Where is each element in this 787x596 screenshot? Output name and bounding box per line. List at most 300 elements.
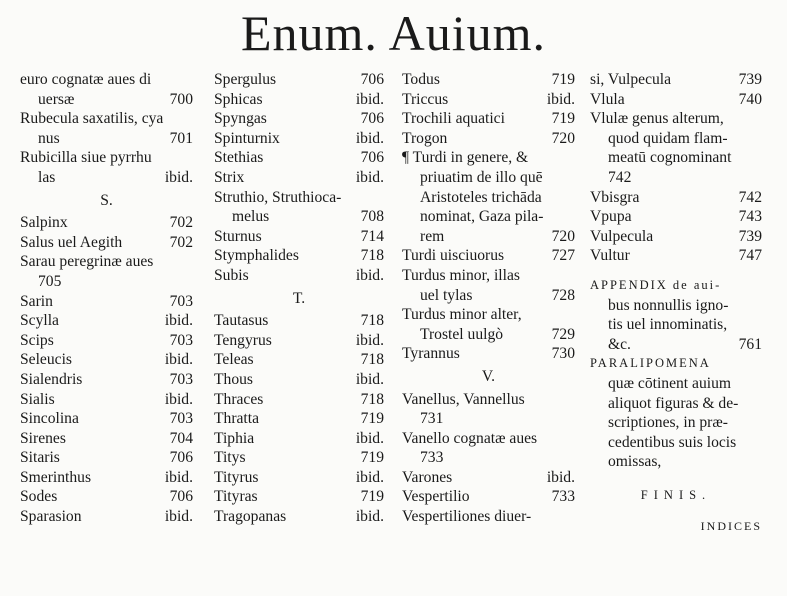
entry-line [402, 168, 575, 188]
page-reference: ibid. [546, 468, 575, 486]
page-reference: 703 [169, 292, 193, 310]
entry-line [590, 315, 762, 335]
entry-line [402, 507, 575, 527]
entry-line [402, 325, 575, 345]
entry-text: Strix [214, 168, 245, 186]
index-entry [590, 188, 762, 208]
entry-text: Salus uel Aegith [20, 233, 123, 251]
entry-line [214, 246, 384, 266]
page-reference: 733 [551, 488, 575, 506]
entry-line [402, 468, 575, 488]
entry-text: priuatim de illo quē [420, 168, 543, 186]
entry-text: Vanellus, Vannellus [402, 390, 525, 408]
entry-text: Vespertiliones diuer- [402, 508, 532, 526]
index-entry [214, 109, 384, 129]
entry-text: Thratta [214, 410, 260, 428]
index-entry [402, 148, 575, 246]
index-entry [402, 507, 575, 527]
page-reference: 742 [738, 188, 762, 206]
entry-text: Sodes [20, 488, 58, 506]
page-reference: 719 [360, 488, 384, 506]
entry-line [402, 266, 575, 286]
index-entry [402, 390, 575, 429]
index-entry [402, 468, 575, 488]
entry-text: Teleas [214, 351, 254, 369]
section-letter-heading: T. [292, 289, 306, 307]
spacer [590, 266, 762, 276]
page-reference: 743 [738, 208, 762, 226]
index-column-1 [20, 70, 193, 527]
entry-text: 705 [38, 272, 62, 290]
index-entry [590, 354, 762, 472]
section-letter-heading: V. [481, 367, 496, 385]
entry-text: uel tylas [420, 286, 473, 304]
entry-text: Tragopanas [214, 508, 287, 526]
page-reference: ibid. [355, 266, 384, 284]
index-entry [20, 311, 193, 331]
entry-text: Rubicilla siue pyrrhu [20, 149, 152, 167]
index-entry [20, 507, 193, 527]
entry-line [20, 109, 193, 129]
entry-line [20, 429, 193, 449]
entry-line [590, 148, 762, 168]
index-entry [214, 168, 384, 188]
page-reference: 718 [360, 351, 384, 369]
entry-text: PARALIPOMENA [590, 356, 711, 371]
entry-text: Rubecula saxatilis, cya [20, 110, 164, 128]
entry-text: meatū cognominant [608, 149, 732, 167]
page-reference: ibid. [355, 168, 384, 186]
entry-line [20, 90, 193, 110]
finis-mark: FINIS. [640, 487, 712, 502]
page-reference: 718 [360, 312, 384, 330]
entry-line [590, 276, 762, 296]
entry-line [402, 227, 575, 247]
entry-line [214, 188, 384, 208]
page-reference: 706 [360, 110, 384, 128]
entry-line [214, 129, 384, 149]
page-reference: 761 [738, 335, 762, 353]
index-entry [20, 233, 193, 253]
page-title: Enum. Auium. [240, 5, 547, 61]
index-entry [20, 109, 193, 148]
entry-text: Sturnus [214, 227, 262, 245]
entry-line [214, 409, 384, 429]
page-reference: 706 [169, 488, 193, 506]
index-entry [402, 487, 575, 507]
entry-text: Spyngas [214, 110, 267, 128]
entry-line [590, 413, 762, 433]
entry-text: Thraces [214, 390, 264, 408]
entry-line [590, 168, 762, 188]
index-entry [20, 350, 193, 370]
index-entry [590, 90, 762, 110]
entry-line [20, 252, 193, 272]
entry-line [402, 390, 575, 410]
page-reference: 701 [169, 129, 193, 147]
page-reference: 703 [169, 331, 193, 349]
entry-text: Struthio, Struthioca- [214, 188, 342, 206]
index-entry [20, 390, 193, 410]
entry-text: Sirenes [20, 429, 66, 447]
index-entry [20, 429, 193, 449]
entry-line [402, 246, 575, 266]
index-entry [20, 370, 193, 390]
entry-text: &c. [608, 335, 631, 353]
entry-line [214, 468, 384, 488]
entry-line [402, 188, 575, 208]
page-reference: ibid. [355, 331, 384, 349]
entry-line [214, 227, 384, 247]
page-reference: 719 [360, 449, 384, 467]
entry-text: Smerinthus [20, 468, 92, 486]
entry-line [20, 311, 193, 331]
entry-text: Varones [402, 468, 453, 486]
entry-line [20, 390, 193, 410]
page-reference: ibid. [164, 351, 193, 369]
entry-text: Tautasus [214, 312, 269, 330]
page-reference: 720 [551, 227, 575, 245]
entry-line [402, 90, 575, 110]
page-reference: ibid. [164, 390, 193, 408]
entry-text: 731 [420, 410, 444, 428]
page-reference: 719 [551, 71, 575, 88]
entry-line [590, 452, 762, 472]
entry-text: Trogon [402, 129, 448, 147]
entry-line [214, 429, 384, 449]
index-entry [214, 390, 384, 410]
entry-text: Vbisgra [590, 188, 640, 206]
page-reference: 719 [551, 110, 575, 128]
entry-text: Stymphalides [214, 247, 299, 265]
page-reference: 708 [360, 208, 384, 226]
entry-line [20, 148, 193, 168]
entry-line [214, 507, 384, 527]
index-entry [214, 468, 384, 488]
entry-text: Trostel uulgò [420, 325, 504, 343]
entry-text: APPENDIX de aui- [590, 277, 722, 292]
entry-line [20, 331, 193, 351]
entry-text: tis uel innominatis, [608, 316, 728, 334]
index-entry [214, 448, 384, 468]
entry-line [20, 448, 193, 468]
entry-line [402, 344, 575, 364]
index-entry [590, 109, 762, 187]
index-column-2 [214, 70, 384, 527]
index-entry [214, 70, 384, 90]
entry-text: Aristoteles trichāda [420, 188, 542, 206]
entry-text: Tityrus [214, 468, 259, 486]
index-entry [590, 246, 762, 266]
entry-line [20, 70, 193, 90]
page-reference: ibid. [355, 129, 384, 147]
index-entry [214, 188, 384, 227]
entry-text: nus [38, 129, 60, 147]
entry-line [590, 188, 762, 208]
entry-text: Vanello cognatæ aues [402, 429, 538, 447]
entry-text: Sialendris [20, 370, 83, 388]
entry-line [590, 296, 762, 316]
index-entry [402, 305, 575, 344]
index-entry [214, 129, 384, 149]
entry-text: Sincolina [20, 410, 79, 428]
entry-line [590, 433, 762, 453]
page-reference: 718 [360, 247, 384, 265]
page-reference: ibid. [355, 429, 384, 447]
index-entry [20, 70, 193, 109]
entry-text: quod quidam flam- [608, 129, 728, 147]
entry-text: Spinturnix [214, 129, 280, 147]
index-column-4 [590, 70, 762, 537]
entry-text: Vespertilio [402, 488, 470, 506]
index-entry [402, 266, 575, 305]
entry-text: Seleucis [20, 351, 72, 369]
index-entry [214, 90, 384, 110]
entry-line [402, 429, 575, 449]
entry-line [20, 129, 193, 149]
entry-line [402, 448, 575, 468]
entry-text: Turdi uisciuorus [402, 247, 505, 265]
section-letter-heading: S. [100, 191, 113, 209]
index-entry [20, 213, 193, 233]
entry-text: scriptiones, in præ- [608, 414, 728, 432]
entry-text: Todus [402, 71, 440, 88]
page-reference: ibid. [164, 508, 193, 526]
entry-line [214, 331, 384, 351]
entry-text: Sitaris [20, 449, 60, 467]
index-entry [214, 487, 384, 507]
index-entry [20, 331, 193, 351]
index-entry [402, 90, 575, 110]
index-entry [20, 468, 193, 488]
index-entry [20, 448, 193, 468]
index-entry [590, 227, 762, 247]
entry-line [20, 168, 193, 188]
page-reference: 703 [169, 410, 193, 428]
page-reference: ibid. [355, 468, 384, 486]
page-reference: 702 [169, 214, 193, 232]
page-reference: 747 [738, 247, 762, 265]
entry-line [402, 148, 575, 168]
entry-text: Sphicas [214, 90, 263, 108]
page-reference: 718 [360, 390, 384, 408]
page-reference: ibid. [164, 168, 193, 186]
entry-line [590, 90, 762, 110]
index-entry [214, 246, 384, 266]
index-entry [590, 276, 762, 354]
entry-line [214, 168, 384, 188]
page-reference: 706 [360, 149, 384, 167]
index-entry [402, 70, 575, 90]
index-entry [214, 148, 384, 168]
index-entry [214, 507, 384, 527]
entry-line [402, 109, 575, 129]
entry-line [214, 390, 384, 410]
page-reference: 739 [738, 227, 762, 245]
page-reference: ibid. [164, 468, 193, 486]
page-reference: 728 [551, 286, 575, 304]
entry-line [402, 487, 575, 507]
entry-line [20, 409, 193, 429]
page-reference: 719 [360, 410, 384, 428]
entry-line [214, 266, 384, 286]
entry-line [20, 370, 193, 390]
index-entry [590, 207, 762, 227]
entry-text: Triccus [402, 90, 449, 108]
index-entry [20, 487, 193, 507]
index-column-3 [402, 70, 575, 527]
entry-line [20, 213, 193, 233]
entry-line [214, 311, 384, 331]
index-entry [20, 148, 193, 187]
page-reference: 730 [551, 345, 575, 363]
page-reference: 700 [169, 90, 193, 108]
entry-line [590, 335, 762, 355]
page-reference: 702 [169, 233, 193, 251]
index-entry [20, 409, 193, 429]
index-entry [20, 292, 193, 312]
entry-text: Sarau peregrinæ aues [20, 253, 154, 271]
entry-line [20, 272, 193, 292]
entry-line [590, 129, 762, 149]
entry-text: si, Vulpecula [590, 71, 672, 88]
entry-line [402, 409, 575, 429]
entry-text: cedentibus suis locis [608, 433, 737, 451]
entry-text: 733 [420, 449, 444, 467]
entry-text: nominat, Gaza pila- [420, 208, 544, 226]
entry-line [20, 487, 193, 507]
entry-text: Vlulæ genus alterum, [590, 110, 724, 128]
index-entry [214, 370, 384, 390]
entry-text: aliquot figuras & de- [608, 394, 739, 412]
entry-text: uersæ [38, 90, 75, 108]
entry-line [402, 207, 575, 227]
index-entry [402, 246, 575, 266]
page-reference: 740 [738, 90, 762, 108]
page-reference: 727 [551, 247, 575, 265]
index-entry [590, 70, 762, 90]
entry-text: Trochili aquatici [402, 110, 505, 128]
index-entry [402, 109, 575, 129]
page-reference: 706 [360, 71, 384, 88]
catchword: INDICES [700, 519, 762, 534]
entry-line [214, 90, 384, 110]
page-reference: 706 [169, 449, 193, 467]
index-entry [402, 129, 575, 149]
entry-line [402, 305, 575, 325]
page-reference: ibid. [355, 90, 384, 108]
page-reference: 739 [738, 71, 762, 88]
page-reference: 703 [169, 370, 193, 388]
entry-text: melus [232, 208, 270, 226]
index-entry [20, 252, 193, 291]
entry-line [590, 227, 762, 247]
entry-line [214, 487, 384, 507]
entry-text: Vlula [590, 90, 625, 108]
page-reference: ibid. [355, 370, 384, 388]
page-reference: 714 [360, 227, 384, 245]
entry-line [214, 350, 384, 370]
entry-line [402, 286, 575, 306]
entry-text: Tengyrus [214, 331, 272, 349]
entry-text: Thous [214, 370, 253, 388]
entry-line [402, 129, 575, 149]
entry-text: Subis [214, 266, 249, 284]
entry-text: bus nonnullis igno- [608, 296, 729, 314]
page-reference: ibid. [164, 312, 193, 330]
entry-line [402, 70, 575, 90]
entry-line [20, 350, 193, 370]
entry-text: Spergulus [214, 71, 277, 88]
entry-text: Tiphia [214, 429, 255, 447]
entry-line [20, 292, 193, 312]
entry-text: Sparasion [20, 508, 82, 526]
entry-text: Vultur [590, 247, 630, 265]
page-reference: 704 [169, 429, 193, 447]
page-reference: ibid. [546, 90, 575, 108]
page-reference: ibid. [355, 508, 384, 526]
entry-text: omissas, [608, 453, 662, 471]
entry-line [214, 70, 384, 90]
entry-text: Stethias [214, 149, 264, 167]
entry-text: ¶ Turdi in genere, & [402, 149, 529, 167]
entry-line [590, 354, 762, 374]
page-reference: 720 [551, 129, 575, 147]
entry-text: Turdus minor alter, [402, 306, 522, 324]
entry-line [590, 207, 762, 227]
entry-text: 742 [608, 168, 632, 186]
entry-line [214, 370, 384, 390]
entry-line [214, 109, 384, 129]
index-entry [402, 429, 575, 468]
entry-line [590, 374, 762, 394]
index-entry [214, 266, 384, 286]
entry-text: euro cognatæ aues di [20, 71, 152, 88]
index-entry [214, 331, 384, 351]
index-entry [214, 350, 384, 370]
entry-text: Sialis [20, 390, 55, 408]
entry-text: quæ cōtinent auium [608, 374, 731, 392]
entry-line [590, 394, 762, 414]
entry-line [214, 448, 384, 468]
index-entry [214, 227, 384, 247]
entry-text: Scips [20, 331, 54, 349]
index-entry [214, 311, 384, 331]
entry-line [214, 207, 384, 227]
entry-text: Tityras [214, 488, 258, 506]
entry-text: Salpinx [20, 214, 68, 232]
entry-line [590, 70, 762, 90]
entry-text: rem [420, 227, 445, 245]
entry-line [20, 507, 193, 527]
index-entry [214, 429, 384, 449]
entry-text: Turdus minor, illas [402, 266, 520, 284]
entry-line [214, 148, 384, 168]
entry-text: Vulpecula [590, 227, 654, 245]
entry-line [20, 233, 193, 253]
entry-text: Tyrannus [402, 345, 460, 363]
index-entry [402, 344, 575, 364]
entry-line [20, 468, 193, 488]
entry-text: las [38, 168, 56, 186]
entry-text: Sarin [20, 292, 53, 310]
entry-text: Scylla [20, 312, 59, 330]
page-reference: 729 [551, 325, 575, 343]
entry-text: Vpupa [590, 208, 632, 226]
entry-line [590, 109, 762, 129]
index-entry [214, 409, 384, 429]
entry-line [590, 246, 762, 266]
